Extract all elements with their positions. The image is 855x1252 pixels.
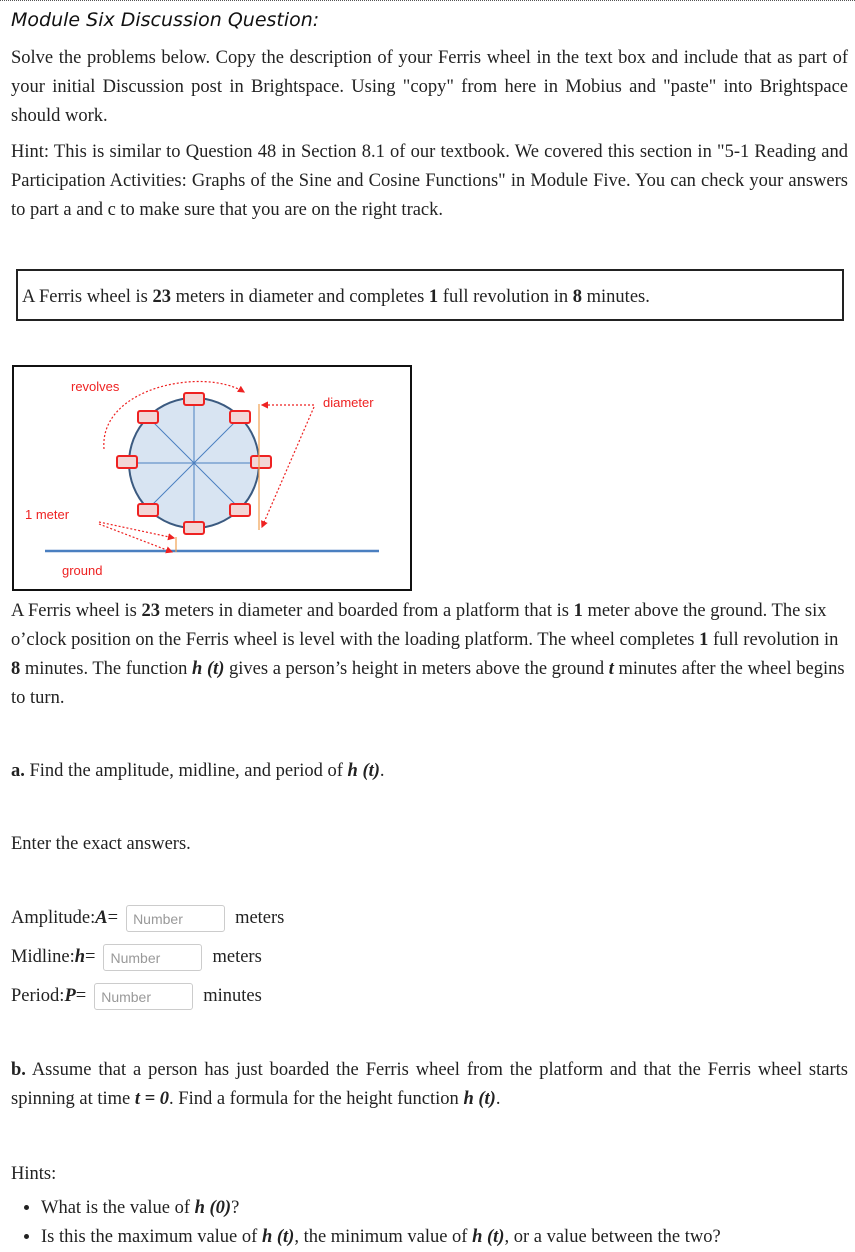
hint-item: • What is the value of h (0)? — [41, 1194, 848, 1223]
hints-list — [11, 1194, 848, 1252]
label-revolves: revolves — [71, 379, 120, 394]
period-row — [11, 982, 262, 1011]
diameter-value: 23 — [152, 287, 172, 307]
unit: meters — [212, 947, 262, 967]
midline-input[interactable] — [103, 944, 202, 971]
unit: minutes — [203, 986, 262, 1006]
enter-instructions: Enter the exact answers. — [11, 834, 191, 854]
text: meters in diameter and completes — [171, 287, 429, 307]
top-border — [0, 0, 855, 1]
text: full revolution in — [438, 287, 573, 307]
revolution-value: 1 — [428, 287, 439, 307]
hints-label: Hints: — [11, 1164, 57, 1184]
text: A Ferris wheel is — [22, 287, 153, 307]
part-a-question: a. Find the amplitude, midline, and period of h (t). — [11, 761, 385, 781]
midline-row — [11, 943, 262, 972]
label-1-meter: 1 meter — [25, 507, 70, 522]
amplitude-row — [11, 904, 284, 933]
intro-text: Solve the problems below. Copy the description of your Ferris wheel in the text box and include that as part of your initial Discussion post in Brightspace. Using "copy" from here in Mobius and "paste" into Brightspace should work. — [11, 48, 848, 126]
page-title: Module Six Discussion Question: — [11, 9, 320, 31]
label-ground: ground — [62, 563, 103, 578]
problem-statement: A Ferris wheel is 23 meters in diameter and boarded from a platform that is 1 meter above the ground. The six o’clock position on the Ferris wheel is level with the loading platform. The wheel completes 1 full revolution in 8 minutes. The function h (t) gives a person’s height in meters above the ground t minutes after the wheel begins to turn. — [11, 601, 845, 708]
eq: = — [107, 908, 119, 928]
label: Amplitude: — [11, 908, 96, 928]
ferris-wheel-description-box — [16, 269, 844, 321]
hint-item: • Is this the maximum value of h (t), the minimum value of h (t), or a value between the two? — [41, 1223, 848, 1252]
eq: = — [85, 947, 96, 967]
amplitude-input[interactable] — [126, 905, 225, 932]
part-b-question: b. Assume that a person has just boarded the Ferris wheel from the platform and that the Ferris wheel starts spinning at time t = 0. Find a formula for the height function h (t). — [11, 1060, 848, 1109]
label: Period: — [11, 986, 65, 1006]
eq: = — [75, 986, 87, 1006]
ferris-wheel-diagram — [12, 365, 412, 591]
unit: meters — [235, 908, 285, 928]
var: h — [74, 947, 86, 967]
text: minutes. — [582, 287, 650, 307]
var: A — [95, 908, 108, 928]
hint-text: Hint: This is similar to Question 48 in Section 8.1 of our textbook. We covered this section in "5-1 Reading and Participation Activities: Graphs of the Sine and Cosine Functions" in Module Five. You can check your answers to part a and c to make sure that you are on the right track. — [11, 142, 848, 220]
period-input[interactable] — [94, 983, 193, 1010]
var: P — [64, 986, 76, 1006]
label-diameter: diameter — [323, 395, 374, 410]
minutes-value: 8 — [572, 287, 583, 307]
label: Midline: — [11, 947, 75, 967]
